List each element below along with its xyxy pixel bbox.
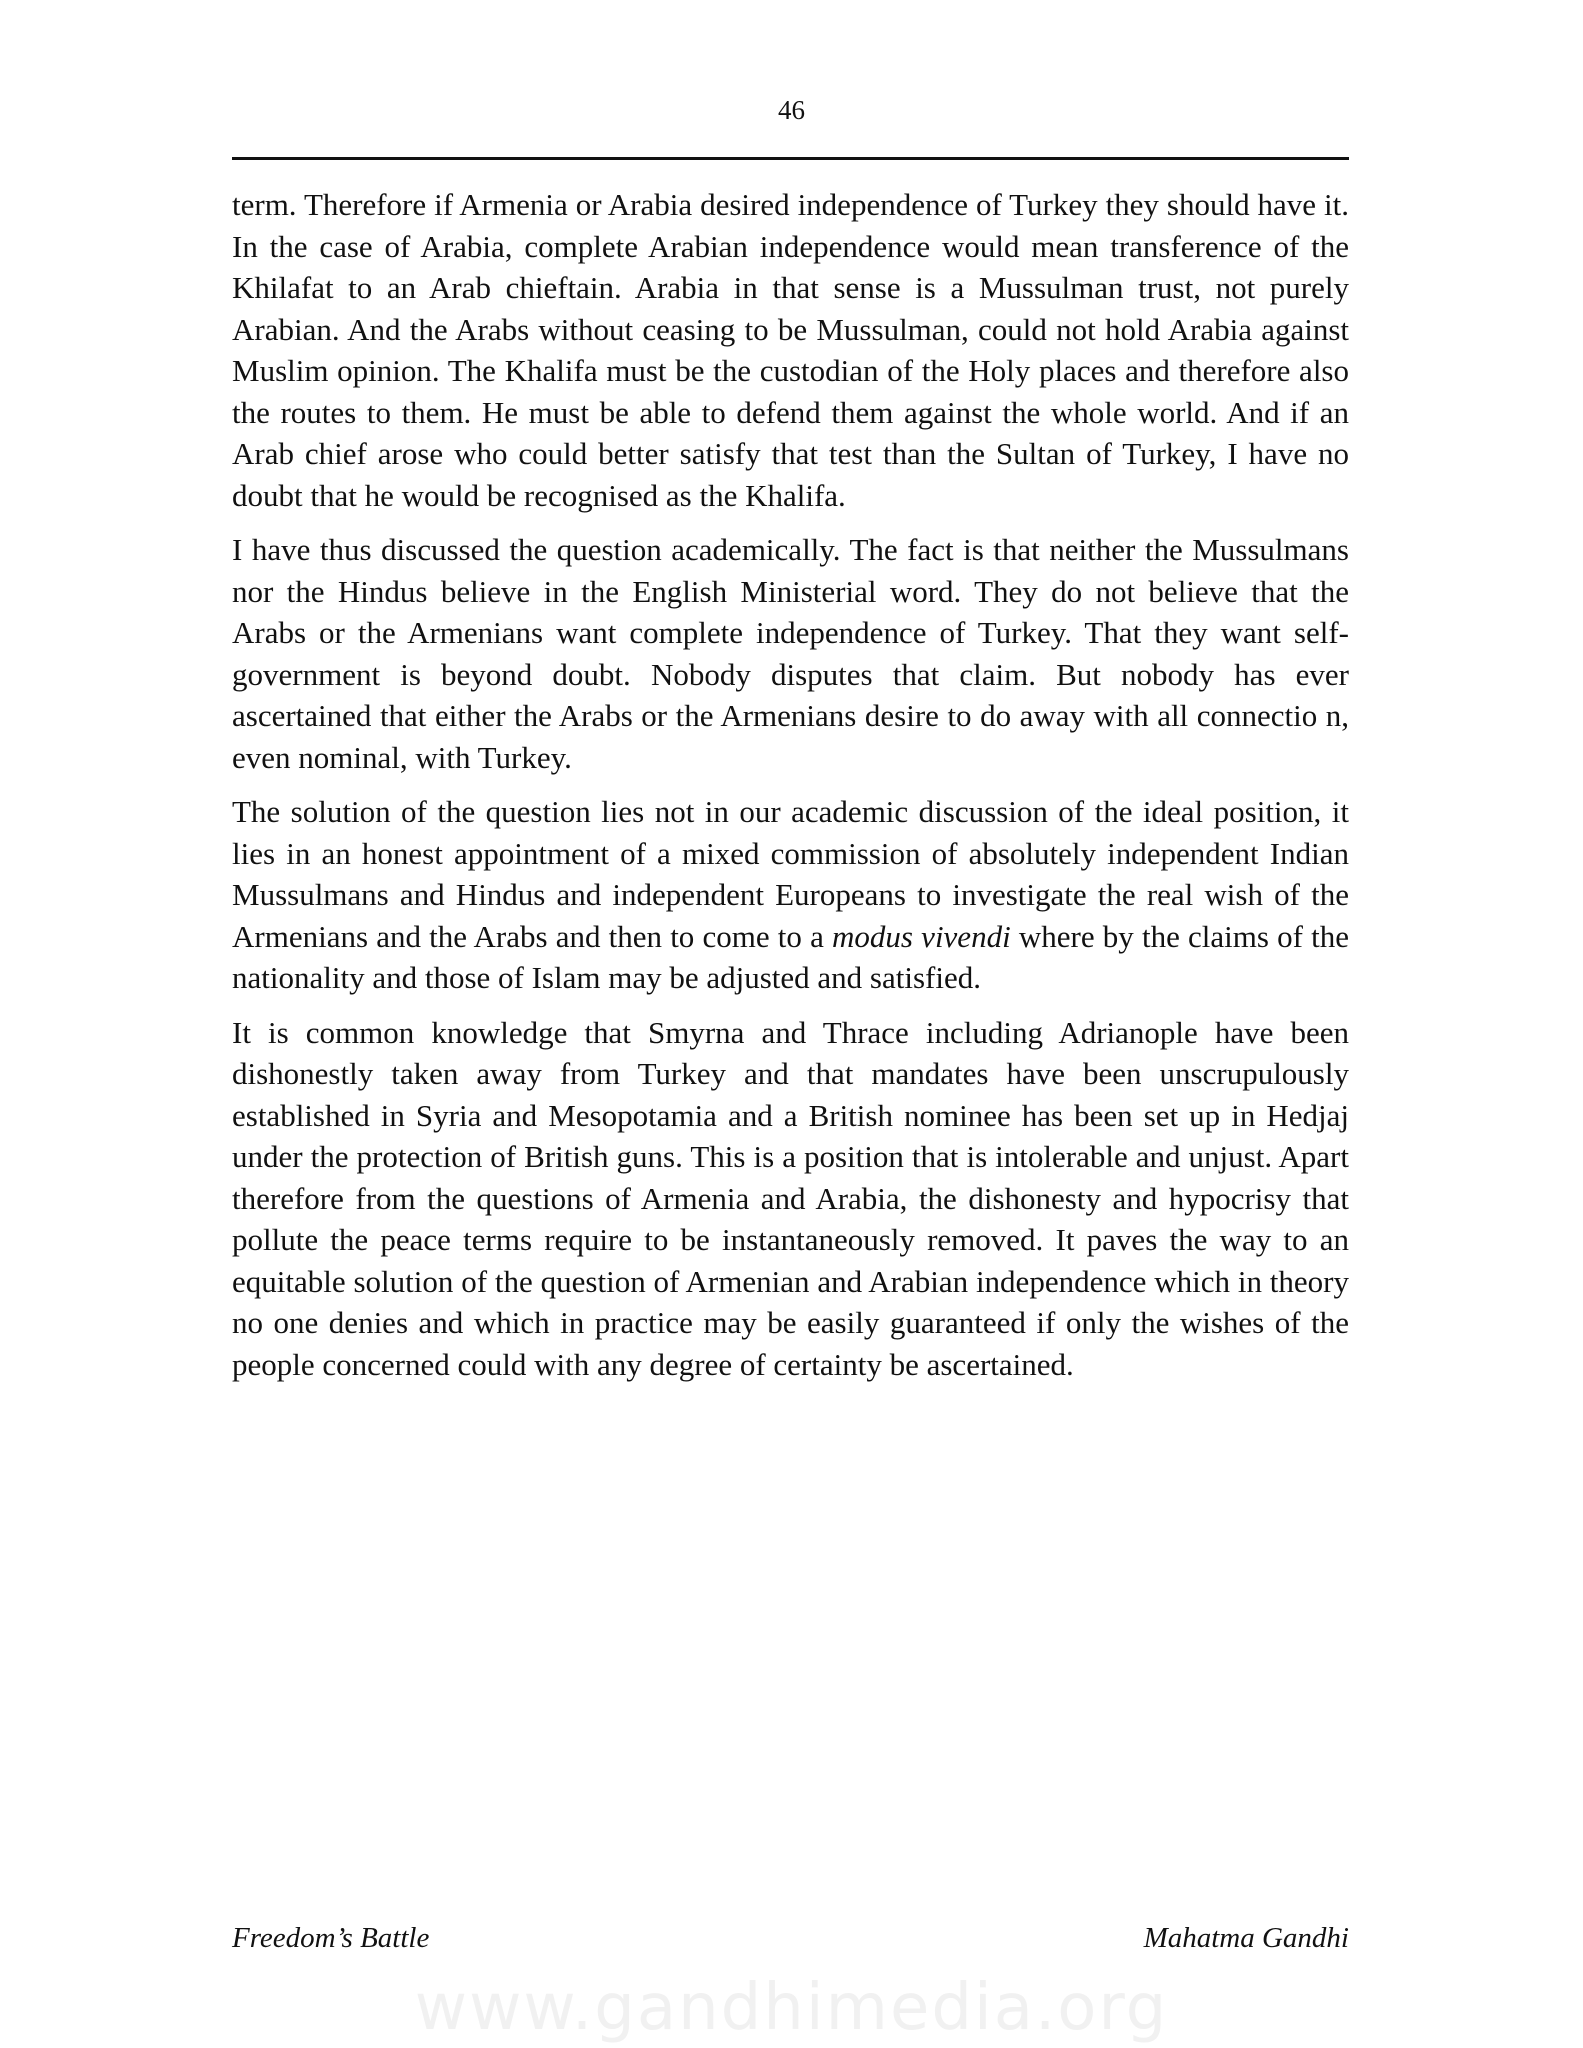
paragraph-text: I have thus discussed the question academically. The fact is that neither the Mussulmans nor the Hindus believe in the English Ministerial word. They do not believe that the Arabs or the Armenians want complete independence of Turkey. That they want self-government is beyond doubt. Nobody disputes that claim. But nobody has ever ascertained that either the Arabs or the Armenians desire to do away with all connectio n, even nominal, with Turkey. [232,532,1349,775]
paragraph-text: where by the claims of the nationality and those of Islam may be adjusted and satisfied. [232,918,1349,995]
header-rule [232,157,1349,160]
paragraph-4 [232,1012,1349,1386]
footer-book-title: Freedom’s Battle [232,1922,430,1954]
footer-author: Mahatma Gandhi [1143,1922,1349,1954]
paragraph-1 [232,184,1349,516]
paragraph-2 [232,529,1349,778]
paragraph-text: The solution of the question lies not in our academic discussion of the ideal position, it lies in an honest appointment of a mixed commission of absolutely independent Indian Mussulmans and Hindus and independent Europeans to investigate the real wish of the Armenians and the Arabs and then to come to a [232,794,1349,954]
body-text [232,184,1349,1398]
page-number: 46 [778,95,805,125]
italic-phrase: modus vivendi [832,918,1011,954]
page-footer [232,1918,1349,1958]
paragraph-text: term. Therefore if Armenia or Arabia desired independence of Turkey they should have it. In the case of Arabia, complete Arabian independence would mean transference of the Khilafat to an Arab chieftain. Arabia in that sense is a Mussulman trust, not purely Arabian. And the Arabs without ceasing to be Mussulman, could not hold Arabia against Muslim opinion. The Khalifa must be the custodian of the Holy places and therefore also the routes to them. He must be able to defend them against the whole world. And if an Arab chief arose who could better satisfy that test than the Sultan of Turkey, I have no doubt that he would be recognised as the Khalifa. [232,187,1349,513]
paragraph-text: It is common knowledge that Smyrna and Thrace including Adrianople have been dishonestly taken away from Turkey and that mandates have been unscrupulously established in Syria and Mesopotamia and a British nominee has been set up in Hedjaj under the protection of British guns. This is a position that is intolerable and unjust. Apart therefore from the questions of Armenia and Arabia, the dishonesty and hypocrisy that pollute the peace terms require to be instantaneously removed. It paves the way to an equitable solution of the question of Armenian and Arabian independence which in theory no one denies and which in practice may be easily guaranteed if only the wishes of the people concerned could with any degree of certainty be ascertained. [232,1014,1349,1382]
watermark: www.gandhimedia.org [414,1971,1169,2045]
paragraph-3 [232,791,1349,999]
